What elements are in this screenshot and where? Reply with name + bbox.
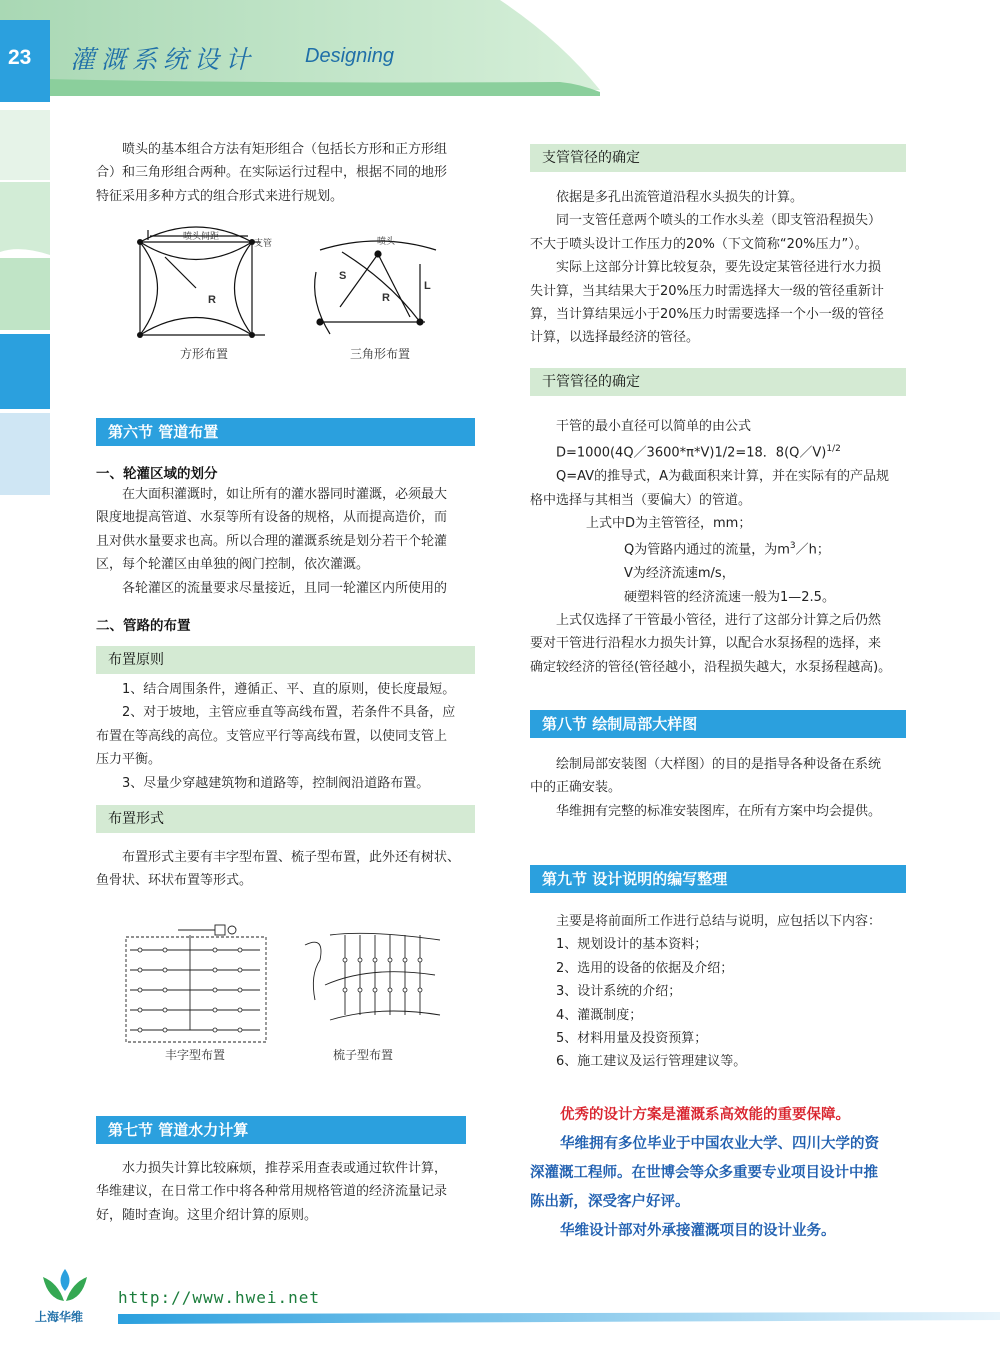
formula-exponent: 1/2	[826, 444, 841, 455]
label-s: S	[339, 270, 347, 282]
section-9-text	[530, 910, 910, 1074]
text-line: 干管的最小直径可以简单的由公式	[556, 419, 752, 434]
text-line: 绘制局部安装图（大样图）的目的是指导各种设备在系统	[556, 757, 882, 772]
intro-line: 喷头的基本组合方法有矩形组合（包括长方形和正方形组	[122, 142, 448, 157]
text-line: 华维拥有完整的标准安装图库，在所有方案中均会提供。	[556, 803, 882, 819]
text-line: Q=AV的推导式，A为截面积来计算，并在实际有的产品规	[556, 469, 889, 485]
pipe-layout-figure	[120, 905, 450, 1045]
text-line: 不大于喷头设计工作压力的20%（下文简称“20%压力”）。	[530, 236, 868, 252]
subsection-main-pipe: 干管管径的确定	[530, 368, 906, 396]
promo-line: 华维拥有多位毕业于中国农业大学、四川大学的资	[560, 1136, 879, 1152]
rule-line: 2、对于坡地，主管应垂直等高线布置，若条件不具备，应	[122, 705, 456, 721]
text-line: 好，随时查询。这里介绍计算的原则。	[96, 1207, 318, 1223]
section-6-paragraph-1	[96, 483, 476, 600]
text-line: 鱼骨状、环状布置等形式。	[96, 873, 253, 889]
promo-line: 华维设计部对外承接灌溉项目的设计业务。	[560, 1223, 836, 1239]
caption-square-layout: 方形布置	[180, 347, 229, 361]
intro-line: 合）和三角形组合两种。在实际运行过程中，根据不同的地形	[96, 165, 448, 181]
definition-line: 上式中D为主管管径，mm；	[586, 515, 752, 531]
main-pipe-text	[530, 415, 910, 679]
list-item: 1、规划设计的基本资料；	[556, 937, 708, 953]
definition-line	[530, 535, 910, 562]
promo-line: 陈出新，深受客户好评。	[530, 1194, 690, 1210]
label-spacing: 喷头间距	[183, 232, 220, 242]
rule-line: 压力平衡。	[96, 752, 162, 768]
text-line: 区，每个轮灌区由单独的阀门控制，依次灌溉。	[96, 557, 370, 573]
list-item: 4、灌溉制度；	[556, 1007, 643, 1023]
promo-line: 深灌溉工程师。在世博会等众多重要专业项目设计中推	[530, 1165, 878, 1181]
promo-headline: 优秀的设计方案是灌溉系高效能的重要保障。	[560, 1107, 850, 1123]
text-line: 失计算，当其结果大于20%压力时需选择大一级的管径重新计	[530, 283, 884, 299]
side-tabs	[0, 110, 50, 495]
text-line: 计算，以选择最经济的管径。	[530, 330, 700, 346]
text-line: 算，当计算结果远小于20%压力时需要选择一个小一级的管径	[530, 307, 884, 323]
subsection-branch-pipe: 支管管径的确定	[530, 144, 906, 172]
text-line: 中的正确安装。	[530, 780, 622, 796]
rule-line: 布置在等高线的高位。支管应平行等高线布置，以使同支管上	[96, 728, 448, 744]
formula	[530, 438, 910, 465]
text-line: 确定较经济的管径(管径越小，沿程损失越大，水泵扬程越高)。	[530, 659, 892, 675]
subsection-layout-principles: 布置原则	[96, 646, 475, 674]
label-l: L	[424, 280, 431, 292]
section-6-title: 第六节 管道布置	[96, 418, 475, 446]
text-line: 格中选择与其相当（要偏大）的管道。	[530, 492, 752, 508]
section-6-heading-1: 一、轮灌区域的划分	[96, 466, 218, 482]
caption-feng-layout: 丰字型布置	[165, 1048, 226, 1062]
subsection-layout-forms: 布置形式	[96, 805, 475, 833]
company-logo	[38, 1265, 93, 1310]
definition-text: Q为管路内通过的流量，为m	[624, 542, 790, 558]
section-8-text	[530, 753, 910, 823]
page-header	[0, 0, 1000, 110]
text-line: 限度地提高管道、水泵等所有设备的规格，从而提高造价，而	[96, 510, 448, 526]
intro-text	[96, 138, 476, 208]
label-head: 喷头	[377, 237, 396, 247]
company-logo-text: 上海华维	[35, 1310, 84, 1324]
intro-line: 特征采用多种方式的组合形式来进行规划。	[96, 188, 344, 204]
formula-text: D=1000(4Q／3600*π*V)1/2=18．8(Q／V)	[556, 445, 827, 461]
footer-bar	[118, 1310, 1000, 1328]
branch-pipe-text	[530, 186, 910, 350]
promo-text	[530, 1101, 910, 1246]
header-title-cn: 灌溉系统设计	[70, 45, 257, 74]
text-line: 上式仅选择了干管最小管径，进行了这部分计算之后仍然	[556, 612, 882, 628]
text-line: 水力损失计算比较麻烦，推荐采用查表或通过软件计算，	[122, 1161, 448, 1176]
text-line: 华维建议，在日常工作中将各种常用规格管道的经济流量记录	[96, 1184, 448, 1200]
label-r-square: R	[208, 294, 216, 306]
text-line: 在大面积灌溉时，如让所有的灌水器同时灌溉，必须最大	[122, 487, 448, 502]
caption-triangle-layout: 三角形布置	[350, 347, 411, 361]
section-7-title: 第七节 管道水力计算	[96, 1116, 466, 1144]
label-r-triangle: R	[382, 292, 390, 304]
label-pipe: 支管	[254, 239, 273, 249]
section-6-heading-2: 二、管路的布置	[96, 618, 191, 634]
website-link[interactable]: http://www.hwei.net	[118, 1288, 321, 1307]
text-line: 且对供水量要求也高。所以合理的灌溉系统是划分若干个轮灌	[96, 533, 448, 549]
text-line: 各轮灌区的流量要求尽量接近，且同一轮灌区内所使用的	[122, 580, 448, 596]
definition-text: ／h；	[795, 542, 830, 558]
rule-line: 1、结合周围条件，遵循正、平、直的原则，使长度最短。	[122, 682, 456, 697]
list-item: 2、选用的设备的依据及介绍；	[556, 960, 734, 976]
section-8-title: 第八节 绘制局部大样图	[530, 710, 906, 738]
text-line: 实际上这部分计算比较复杂，要先设定某管径进行水力损	[556, 260, 882, 276]
layout-principles-list	[96, 678, 476, 795]
text-line: 主要是将前面所工作进行总结与说明，应包括以下内容：	[556, 914, 882, 929]
rule-line: 3、尽量少穿越建筑物和道路等，控制阀沿道路布置。	[122, 775, 430, 791]
section-7-text	[96, 1157, 476, 1227]
header-title-en: Designing	[305, 45, 394, 67]
text-line: 依据是多孔出流管道沿程水头损失的计算。	[556, 190, 804, 205]
unit-exponent: 3	[789, 541, 796, 552]
text-line: 要对干管进行沿程水力损失计算，以配合水泵扬程的选择，来	[530, 636, 882, 652]
list-item: 6、施工建议及运行管理建议等。	[556, 1054, 747, 1070]
page-number: 23	[8, 46, 32, 69]
list-item: 5、材料用量及投资预算；	[556, 1031, 708, 1047]
text-line: 同一支管任意两个喷头的工作水头差（即支管沿程损失）	[556, 213, 882, 229]
section-9-title: 第九节 设计说明的编写整理	[530, 865, 906, 893]
caption-comb-layout: 梳子型布置	[333, 1048, 394, 1062]
definition-line: 硬塑料管的经济流速一般为1—2.5。	[624, 589, 835, 605]
text-line: 布置形式主要有丰字型布置、梳子型布置，此外还有树状、	[122, 850, 461, 865]
layout-forms-text	[96, 846, 476, 893]
list-item: 3、设计系统的介绍；	[556, 984, 682, 1000]
definition-line: V为经济流速m/s，	[624, 566, 735, 582]
